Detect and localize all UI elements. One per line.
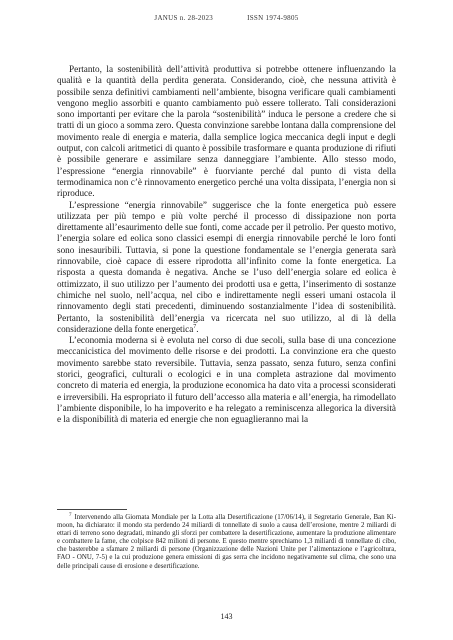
footnote-text: Intervenendo alla Giornata Mondiale per la Lotta alla Desertificazione (17/06/14), il Segretario Generale, Ban Ki-moon, ha dichiarato: il mondo sta perdendo 24 miliardi di tonnellate di suolo a causa dell’erosione, mentre 2 miliardi di ettari di terreno sono degradati, minando gli sforzi per combattere la desertificazione, aumentare la produzione alimentare e combattere la fame, che colpisce 842 milioni di persone. E questo mentre sprechiamo 1,3 miliardi di tonnellate di cibo, che basterebbe a sfamare 2 miliardi di persone (Organizzazione delle Nazioni Unite per l’alimentazione e l’agricoltura, FAO - ONU, 7-5) e la cui produzione genera emissioni di gas serra che incidono negativamente sul clima, che sono una delle principali cause di erosione e desertificazione. bbox=[57, 514, 396, 570]
paragraph-renewable-energy-end: . bbox=[196, 323, 199, 334]
paragraph-modern-economy: L’economia moderna si è evoluta nel corso di due secoli, sulla base di una concezione meccanicistica del movimento delle risorse e dei prodotti. La convinzione era che questo movimento sarebbe stato reversibile. Tuttavia, senza passato, senza futuro, senza confini storici, geografici, culturali o ecologici e in una completa astrazione dal movimento concreto di materia ed energia, la produzione economica ha dato vita a processi sconsiderati e irreversibili. Ha espropriato il futuro dell’accesso alla materia e all’energia, ha rimodellato l’ambiente disponibile, lo ha impoverito e ha relegato a reminiscenza allegorica la diversità e la disponibilità di materia ed energie che non eguaglieranno mai la bbox=[57, 335, 396, 425]
paragraph-renewable-energy-text: L’espressione “energia rinnovabile” suggerisce che la fonte energetica può essere utilizzata per più tempo e più volte perché il processo di dissipazione non porta direttamente all’esaurimento delle sue fonti, come accade per il petrolio. Per questo motivo, l’energia solare ed eolica sono classici esempi di energia rinnovabile perché le loro fonti sono inesauribili. Tuttavia, si pone la questione fondamentale se l’energia generata sarà rinnovabile, cioè capace di essere riprodotta all’infinito come la fonte energetica. La risposta a questa domanda è negativa. Anche se l’uso dell’energia solare ed eolica è ottimizzato, il suo utilizzo per l’aumento dei prodotti usa e getta, l’inserimento di sostanze chimiche nel suolo, nell’acqua, nel cibo e indirettamente negli esseri umani ostacola il rinnovamento degli stati precedenti, diminuendo sostanzialmente l’idea di sostenibilità. Pertanto, la sostenibilità dell’energia va ricercata nel suo utilizzo, al di là della considerazione della fonte energetica bbox=[57, 199, 396, 334]
page-number: 143 bbox=[220, 612, 233, 621]
journal-title: JANUS n. 28-2023 bbox=[154, 14, 214, 22]
footnote-number: 7 bbox=[69, 512, 72, 518]
running-header bbox=[0, 14, 453, 22]
body-text bbox=[57, 64, 396, 426]
paragraph-renewable-energy bbox=[57, 200, 396, 336]
footnote bbox=[57, 514, 396, 571]
paragraph-sustainability: Pertanto, la sostenibilità dell’attività produttiva si potrebbe ottenere influenzando la qualità e la quantità della perdita generata. Considerando, cioè, che nessuna attività è possibile senza definitivi cambiamenti nell’ambiente, bisogna verificare quali cambiamenti vengono meglio assorbiti e quanto cambiamento può essere tollerato. Tali considerazioni sono importanti per evitare che la parola “sostenibilità” induca le persone a credere che si tratti di un gioco a somma zero. Questa convinzione sarebbe lontana dalla comprensione del movimento reale di energia e materia, dalla semplice logica meccanica degli input e degli output, con calcoli aritmetici di quanto è possibile trasformare e quanta produzione di rifiuti è possibile generare e assimilare senza danneggiare l’ambiente. Allo stesso modo, l’espressione “energia rinnovabile” è fuorviante perché dal punto di vista della termodinamica non c’è rinnovamento energetico perché una volta dissipata, l’energia non si riproduce. bbox=[57, 64, 396, 199]
footnote-divider bbox=[57, 509, 127, 510]
footnote-reference[interactable]: 7 bbox=[193, 323, 197, 330]
issn-label: ISSN 1974-9805 bbox=[247, 14, 299, 22]
